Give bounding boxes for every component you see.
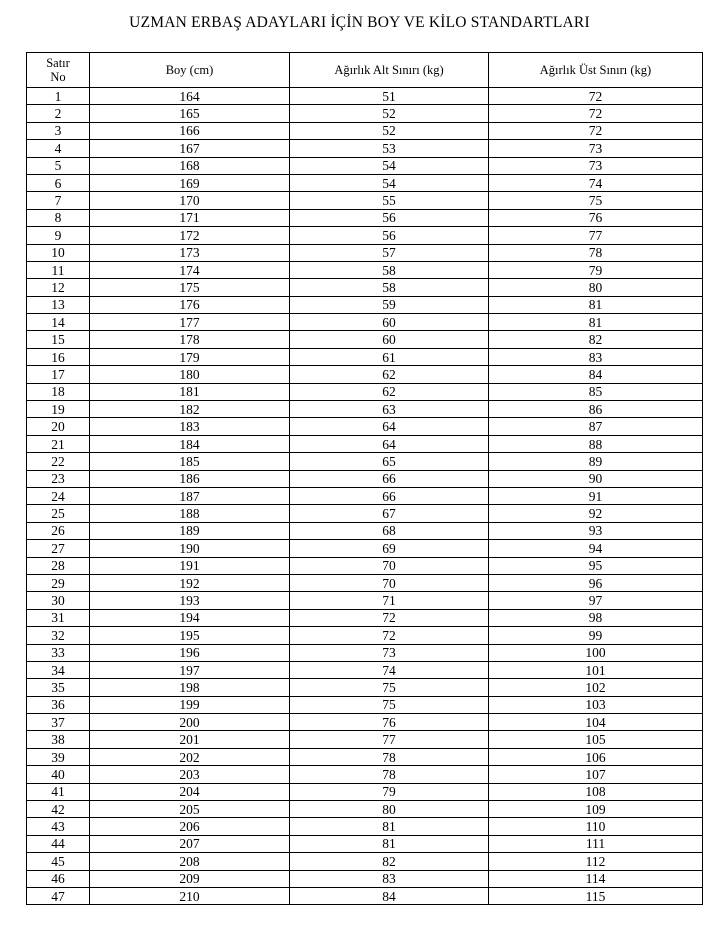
table-row [27,314,703,331]
cell-weight-min: 65 [290,453,489,470]
cell-height: 204 [90,783,290,800]
cell-height: 196 [90,644,290,661]
cell-row-number: 8 [27,209,90,226]
cell-weight-max: 101 [489,661,703,678]
cell-weight-max: 102 [489,679,703,696]
cell-weight-max: 83 [489,348,703,365]
cell-row-number: 26 [27,522,90,539]
cell-row-number: 39 [27,748,90,765]
cell-row-number: 38 [27,731,90,748]
table-row [27,644,703,661]
cell-row-number: 10 [27,244,90,261]
cell-weight-max: 104 [489,714,703,731]
cell-row-number: 14 [27,314,90,331]
cell-weight-max: 96 [489,574,703,591]
cell-row-number: 16 [27,348,90,365]
cell-weight-max: 72 [489,105,703,122]
cell-weight-max: 89 [489,453,703,470]
cell-weight-max: 95 [489,557,703,574]
cell-row-number: 12 [27,279,90,296]
cell-height: 209 [90,870,290,887]
cell-weight-max: 110 [489,818,703,835]
cell-row-number: 7 [27,192,90,209]
cell-weight-max: 111 [489,835,703,852]
cell-weight-min: 66 [290,487,489,504]
cell-height: 181 [90,383,290,400]
cell-weight-max: 86 [489,401,703,418]
cell-height: 177 [90,314,290,331]
cell-weight-max: 78 [489,244,703,261]
cell-weight-min: 62 [290,383,489,400]
cell-row-number: 6 [27,174,90,191]
cell-row-number: 28 [27,557,90,574]
cell-row-number: 4 [27,140,90,157]
cell-weight-max: 81 [489,314,703,331]
cell-height: 178 [90,331,290,348]
cell-height: 179 [90,348,290,365]
table-row [27,331,703,348]
table-row [27,714,703,731]
cell-weight-max: 94 [489,540,703,557]
table-row [27,748,703,765]
cell-weight-min: 60 [290,314,489,331]
table-row [27,401,703,418]
cell-weight-max: 75 [489,192,703,209]
cell-height: 184 [90,435,290,452]
table-row [27,174,703,191]
cell-weight-min: 68 [290,522,489,539]
cell-weight-min: 53 [290,140,489,157]
cell-height: 169 [90,174,290,191]
cell-height: 176 [90,296,290,313]
cell-weight-min: 57 [290,244,489,261]
table-row [27,470,703,487]
cell-height: 199 [90,696,290,713]
cell-row-number: 25 [27,505,90,522]
cell-weight-max: 100 [489,644,703,661]
cell-weight-min: 60 [290,331,489,348]
cell-weight-min: 54 [290,157,489,174]
cell-height: 206 [90,818,290,835]
cell-weight-max: 85 [489,383,703,400]
cell-weight-min: 71 [290,592,489,609]
cell-weight-max: 72 [489,88,703,105]
cell-weight-max: 72 [489,122,703,139]
cell-weight-min: 64 [290,418,489,435]
cell-weight-min: 52 [290,105,489,122]
cell-row-number: 1 [27,88,90,105]
cell-row-number: 18 [27,383,90,400]
cell-row-number: 22 [27,453,90,470]
cell-weight-min: 58 [290,279,489,296]
cell-height: 207 [90,835,290,852]
cell-weight-min: 79 [290,783,489,800]
cell-height: 194 [90,609,290,626]
cell-weight-min: 82 [290,853,489,870]
table-header [27,53,703,88]
cell-weight-max: 80 [489,279,703,296]
header-weight-min: Ağırlık Alt Sınırı (kg) [290,53,489,88]
cell-row-number: 34 [27,661,90,678]
cell-row-number: 43 [27,818,90,835]
table-row [27,105,703,122]
cell-height: 167 [90,140,290,157]
table-row [27,522,703,539]
table-row [27,540,703,557]
table-row [27,487,703,504]
cell-weight-max: 82 [489,331,703,348]
cell-height: 185 [90,453,290,470]
table-row [27,244,703,261]
cell-weight-max: 98 [489,609,703,626]
table-row [27,679,703,696]
table-row [27,122,703,139]
cell-row-number: 32 [27,627,90,644]
table-row [27,209,703,226]
table-row [27,227,703,244]
cell-row-number: 23 [27,470,90,487]
cell-row-number: 27 [27,540,90,557]
cell-weight-max: 93 [489,522,703,539]
cell-row-number: 31 [27,609,90,626]
cell-weight-max: 92 [489,505,703,522]
table-row [27,88,703,105]
table-row [27,766,703,783]
cell-weight-max: 74 [489,174,703,191]
cell-row-number: 15 [27,331,90,348]
cell-weight-min: 75 [290,679,489,696]
cell-weight-min: 70 [290,574,489,591]
cell-height: 188 [90,505,290,522]
cell-weight-min: 58 [290,261,489,278]
header-height: Boy (cm) [90,53,290,88]
cell-height: 166 [90,122,290,139]
cell-weight-max: 112 [489,853,703,870]
cell-weight-min: 52 [290,122,489,139]
table-row [27,557,703,574]
cell-height: 183 [90,418,290,435]
cell-weight-max: 115 [489,887,703,904]
cell-weight-max: 77 [489,227,703,244]
cell-height: 180 [90,366,290,383]
cell-weight-max: 109 [489,801,703,818]
table-row [27,731,703,748]
cell-height: 195 [90,627,290,644]
table-row [27,592,703,609]
cell-height: 174 [90,261,290,278]
cell-height: 170 [90,192,290,209]
cell-weight-min: 76 [290,714,489,731]
cell-height: 208 [90,853,290,870]
cell-height: 182 [90,401,290,418]
table-row [27,609,703,626]
table-row [27,192,703,209]
cell-weight-min: 55 [290,192,489,209]
table-row [27,696,703,713]
table-row [27,661,703,678]
cell-weight-max: 81 [489,296,703,313]
table-row [27,279,703,296]
cell-height: 189 [90,522,290,539]
cell-row-number: 47 [27,887,90,904]
table-row [27,783,703,800]
cell-row-number: 33 [27,644,90,661]
cell-height: 197 [90,661,290,678]
cell-weight-max: 108 [489,783,703,800]
cell-weight-max: 87 [489,418,703,435]
cell-weight-min: 54 [290,174,489,191]
table-body [27,88,703,905]
cell-weight-max: 88 [489,435,703,452]
cell-weight-min: 72 [290,609,489,626]
table-row [27,887,703,904]
table-row [27,505,703,522]
cell-weight-min: 56 [290,209,489,226]
cell-height: 205 [90,801,290,818]
page-title: UZMAN ERBAŞ ADAYLARI İÇİN BOY VE KİLO STANDARTLARI [129,14,590,31]
cell-weight-max: 73 [489,157,703,174]
cell-height: 198 [90,679,290,696]
cell-height: 165 [90,105,290,122]
cell-row-number: 11 [27,261,90,278]
cell-weight-min: 59 [290,296,489,313]
cell-weight-max: 84 [489,366,703,383]
table-row [27,140,703,157]
cell-height: 168 [90,157,290,174]
cell-height: 186 [90,470,290,487]
cell-row-number: 42 [27,801,90,818]
cell-weight-min: 66 [290,470,489,487]
cell-row-number: 3 [27,122,90,139]
table-row [27,435,703,452]
cell-weight-max: 114 [489,870,703,887]
cell-weight-max: 90 [489,470,703,487]
cell-weight-min: 69 [290,540,489,557]
cell-row-number: 19 [27,401,90,418]
cell-weight-min: 74 [290,661,489,678]
cell-row-number: 44 [27,835,90,852]
cell-weight-max: 76 [489,209,703,226]
cell-weight-min: 63 [290,401,489,418]
table-row [27,627,703,644]
table-row [27,383,703,400]
standards-table [26,52,703,905]
table-row [27,261,703,278]
cell-weight-min: 78 [290,766,489,783]
cell-row-number: 9 [27,227,90,244]
table-row [27,418,703,435]
cell-height: 171 [90,209,290,226]
header-row [27,53,703,88]
cell-height: 201 [90,731,290,748]
cell-weight-min: 77 [290,731,489,748]
cell-row-number: 24 [27,487,90,504]
cell-weight-max: 99 [489,627,703,644]
cell-height: 190 [90,540,290,557]
cell-weight-min: 83 [290,870,489,887]
cell-height: 192 [90,574,290,591]
cell-height: 210 [90,887,290,904]
cell-weight-min: 78 [290,748,489,765]
cell-height: 187 [90,487,290,504]
cell-weight-max: 79 [489,261,703,278]
cell-weight-min: 61 [290,348,489,365]
cell-weight-min: 81 [290,818,489,835]
cell-weight-max: 105 [489,731,703,748]
cell-height: 173 [90,244,290,261]
table-row [27,157,703,174]
cell-row-number: 36 [27,696,90,713]
table-row [27,818,703,835]
table-row [27,453,703,470]
table-row [27,296,703,313]
cell-weight-min: 62 [290,366,489,383]
cell-row-number: 17 [27,366,90,383]
cell-weight-min: 75 [290,696,489,713]
cell-row-number: 20 [27,418,90,435]
cell-weight-min: 67 [290,505,489,522]
cell-weight-max: 103 [489,696,703,713]
table-row [27,853,703,870]
cell-row-number: 13 [27,296,90,313]
cell-row-number: 37 [27,714,90,731]
table-row [27,366,703,383]
cell-height: 193 [90,592,290,609]
cell-weight-min: 81 [290,835,489,852]
cell-height: 200 [90,714,290,731]
table-row [27,835,703,852]
cell-weight-max: 107 [489,766,703,783]
table-row [27,870,703,887]
cell-row-number: 29 [27,574,90,591]
cell-weight-min: 84 [290,887,489,904]
cell-weight-min: 70 [290,557,489,574]
cell-weight-max: 91 [489,487,703,504]
cell-row-number: 45 [27,853,90,870]
table-row [27,801,703,818]
cell-weight-min: 72 [290,627,489,644]
cell-weight-max: 106 [489,748,703,765]
cell-row-number: 21 [27,435,90,452]
table-row [27,574,703,591]
cell-row-number: 35 [27,679,90,696]
cell-row-number: 2 [27,105,90,122]
cell-weight-min: 51 [290,88,489,105]
cell-row-number: 46 [27,870,90,887]
header-weight-max: Ağırlık Üst Sınırı (kg) [489,53,703,88]
cell-weight-min: 80 [290,801,489,818]
cell-height: 164 [90,88,290,105]
cell-row-number: 5 [27,157,90,174]
cell-height: 203 [90,766,290,783]
cell-weight-min: 56 [290,227,489,244]
cell-row-number: 30 [27,592,90,609]
cell-weight-max: 97 [489,592,703,609]
cell-row-number: 41 [27,783,90,800]
cell-height: 202 [90,748,290,765]
cell-height: 191 [90,557,290,574]
table-row [27,348,703,365]
cell-weight-min: 64 [290,435,489,452]
header-row-number: Satır No [27,53,90,88]
cell-height: 175 [90,279,290,296]
cell-height: 172 [90,227,290,244]
cell-row-number: 40 [27,766,90,783]
cell-weight-min: 73 [290,644,489,661]
cell-weight-max: 73 [489,140,703,157]
